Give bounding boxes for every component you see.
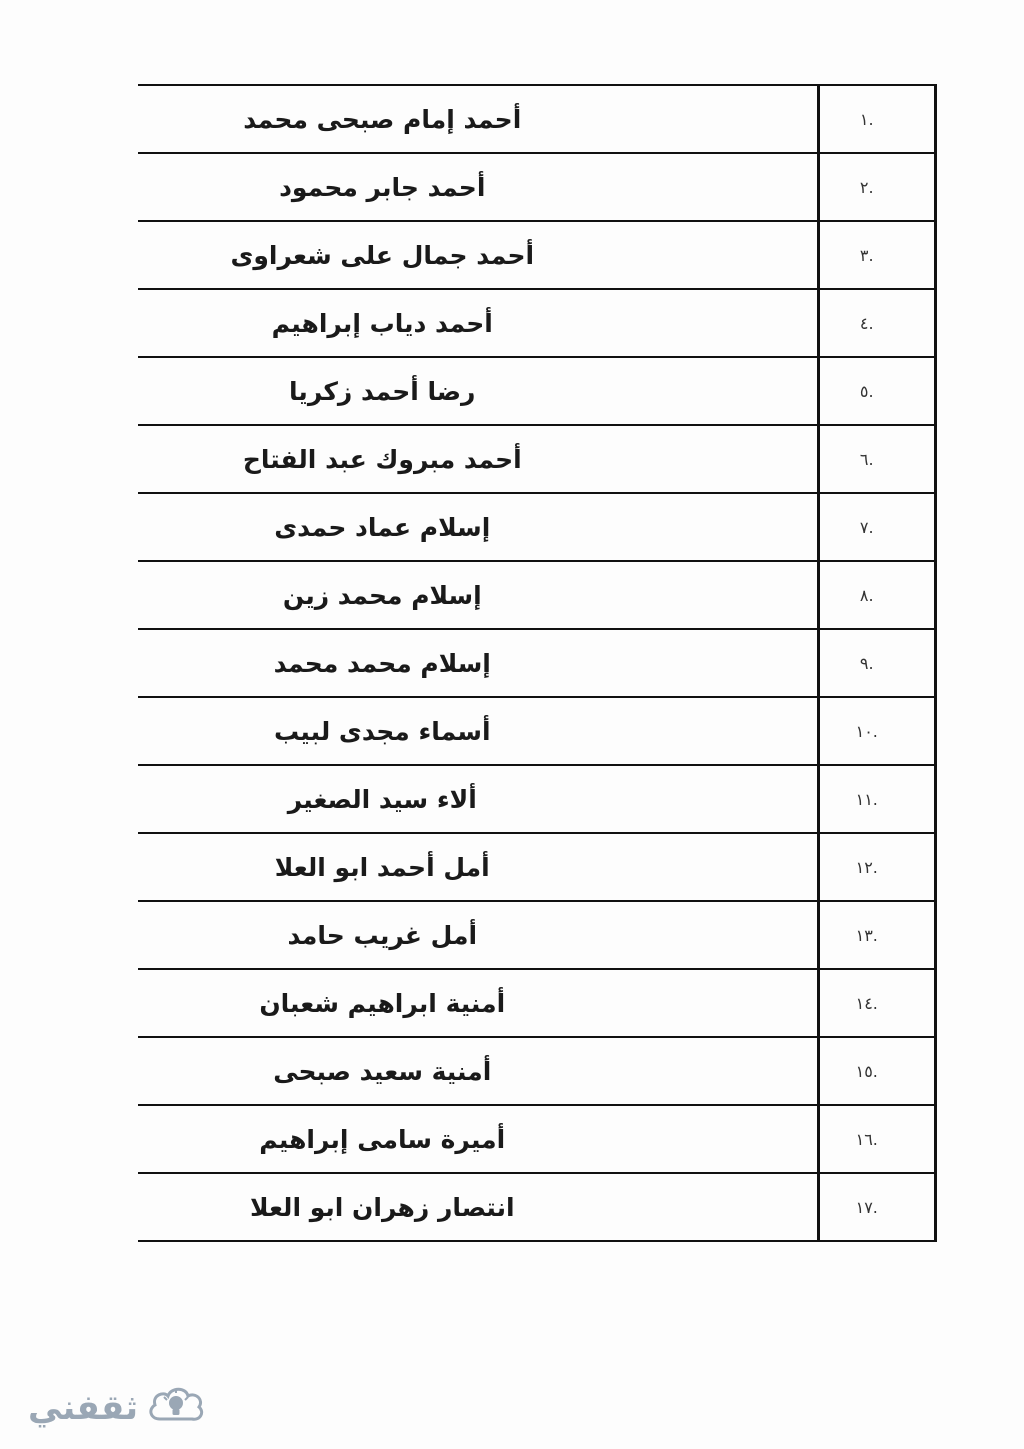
- name-cell: رضا أحمد زكريا: [138, 357, 818, 425]
- name-cell: أسماء مجدى لبيب: [138, 697, 818, 765]
- table-row: [138, 425, 936, 493]
- row-number: .١٢: [818, 833, 936, 901]
- table-row: [138, 153, 936, 221]
- name-cell: إسلام عماد حمدى: [138, 493, 818, 561]
- site-watermark: [28, 1383, 206, 1433]
- row-number: .١٤: [818, 969, 936, 1037]
- names-table-body: [138, 85, 936, 1241]
- name-cell: انتصار زهران ابو العلا: [138, 1173, 818, 1241]
- table-row: [138, 1105, 936, 1173]
- row-number: .٨: [818, 561, 936, 629]
- row-number: .١٣: [818, 901, 936, 969]
- table-row: [138, 629, 936, 697]
- table-row: [138, 1037, 936, 1105]
- table-row: [138, 1173, 936, 1241]
- row-number: .١٠: [818, 697, 936, 765]
- row-number: .٢: [818, 153, 936, 221]
- name-cell: أمنية ابراهيم شعبان: [138, 969, 818, 1037]
- table-row: [138, 85, 936, 153]
- row-number: .٣: [818, 221, 936, 289]
- table-row: [138, 901, 936, 969]
- name-cell: ألاء سيد الصغير: [138, 765, 818, 833]
- name-cell: أميرة سامى إبراهيم: [138, 1105, 818, 1173]
- row-number: .١١: [818, 765, 936, 833]
- name-cell: أحمد مبروك عبد الفتاح: [138, 425, 818, 493]
- name-cell: أحمد دياب إبراهيم: [138, 289, 818, 357]
- table-row: [138, 357, 936, 425]
- name-cell: أمل غريب حامد: [138, 901, 818, 969]
- row-number: .٤: [818, 289, 936, 357]
- row-number: .٦: [818, 425, 936, 493]
- table-row: [138, 289, 936, 357]
- name-cell: أحمد جابر محمود: [138, 153, 818, 221]
- row-number: .١٧: [818, 1173, 936, 1241]
- table-row: [138, 697, 936, 765]
- table-row: [138, 221, 936, 289]
- table-row: [138, 493, 936, 561]
- name-cell: أمنية سعيد صبحى: [138, 1037, 818, 1105]
- row-number: .٧: [818, 493, 936, 561]
- table-row: [138, 765, 936, 833]
- row-number: .٥: [818, 357, 936, 425]
- names-table: [138, 84, 937, 1242]
- row-number: .٩: [818, 629, 936, 697]
- lightbulb-cloud-icon: [146, 1383, 206, 1433]
- row-number: .١٦: [818, 1105, 936, 1173]
- table-row: [138, 561, 936, 629]
- row-number: .١٥: [818, 1037, 936, 1105]
- name-cell: أحمد جمال على شعراوى: [138, 221, 818, 289]
- name-cell: إسلام محمد محمد: [138, 629, 818, 697]
- table-row: [138, 969, 936, 1037]
- table-row: [138, 833, 936, 901]
- watermark-text: ثقفني: [28, 1388, 138, 1428]
- name-cell: إسلام محمد زين: [138, 561, 818, 629]
- row-number: .١: [818, 85, 936, 153]
- name-cell: أحمد إمام صبحى محمد: [138, 85, 818, 153]
- name-cell: أمل أحمد ابو العلا: [138, 833, 818, 901]
